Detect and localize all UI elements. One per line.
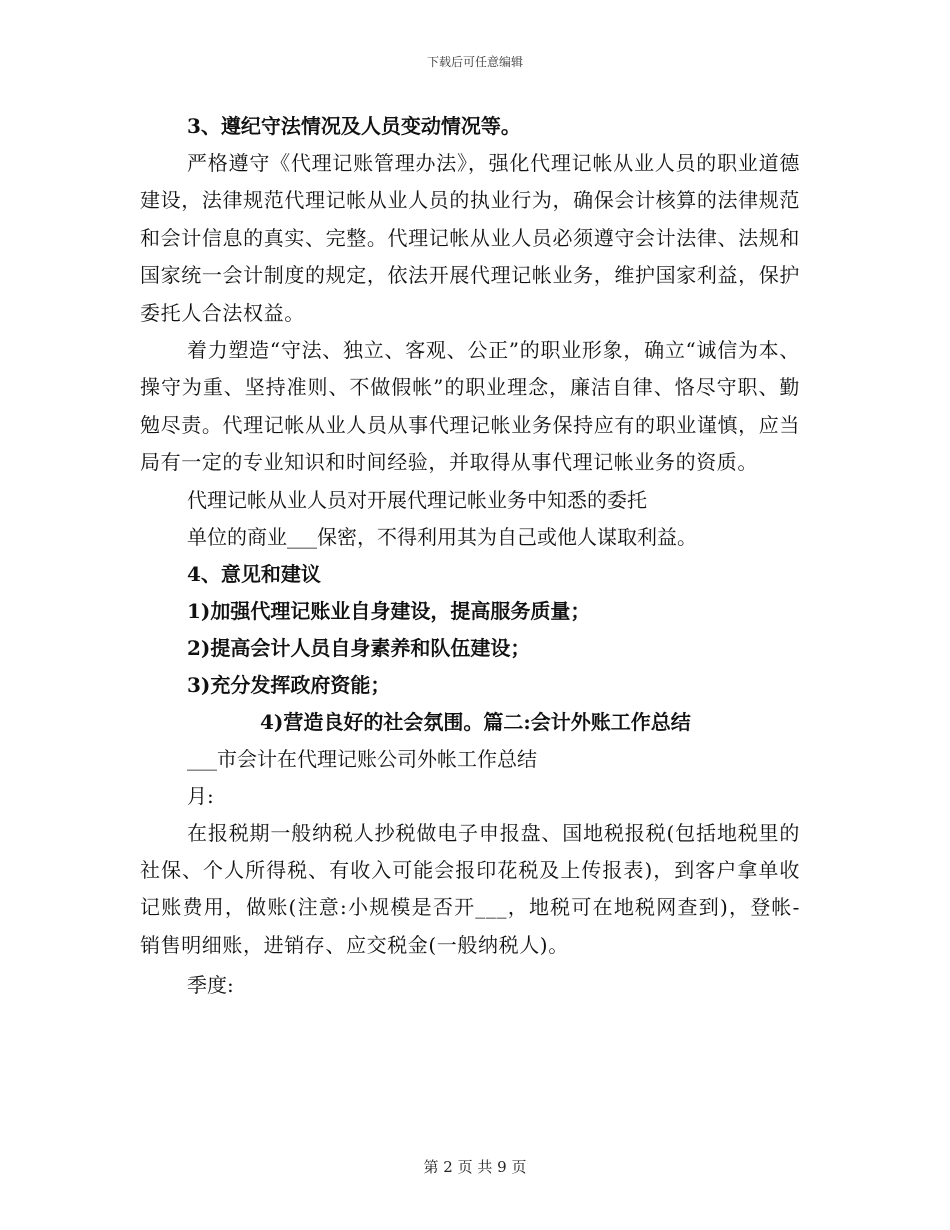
paragraph-professional-image: 着力塑造“守法、独立、客观、公正”的职业形象，确立“诚信为本、操守为重、坚持准则、不做假帐”的职业理念，廉洁自律、恪尽守职、勤勉尽责。代理记帐从业人员从事代理记帐业务保持应有的职业谨慎，应当局有一定的专业知识和时间经验，并取得从事代理记帐业务的资质。 [140,338,800,475]
suggestion-item-4-and-part-2-title: 4)营造良好的社会氛围。篇二:会计外账工作总结 [260,709,691,734]
page-number: 第 2 页 共 9 页 [423,1158,527,1176]
suggestion-item-1: 1)加强代理记账业自身建设，提高服务质量； [187,598,591,623]
section-4-title: 4、意见和建议 [187,561,321,586]
suggestion-item-2: 2)提高会计人员自身素养和队伍建设； [187,635,531,660]
paragraph-confidentiality-line-1: 代理记帐从业人员对开展代理记帐业务中知悉的委托 [187,487,647,512]
paragraph-monthly-tasks: 在报税期一般纳税人抄税做电子申报盘、国地税报税(包括地税里的社保、个人所得税、有收入可能会报印花税及上传报表)，到客户拿单收记账费用，做账(注意:小规模是否开___，地税可在地税网查到)，登帐-销售明细账，进销存、应交税金(一般纳税人)。 [140,820,800,957]
page-header-note: 下载后可任意编辑 [426,55,523,69]
paragraph-confidentiality-line-2: 单位的商业___保密，不得利用其为自己或他人谋取利益。 [187,524,697,549]
quarterly-label: 季度: [187,973,234,998]
section-3-title: 3、遵纪守法情况及人员变动情况等。 [187,114,521,138]
paragraph-compliance: 严格遵守《代理记账管理办法》，强化代理记帐从业人员的职业道德建设，法律规范代理记帐从业人员的执业行为，确保会计核算的法律规范和会计信息的真实、完整。代理记帐从业人员必须遵守会计法律、法规和国家统一会计制度的规定，依法开展代理记帐业务，维护国家利益，保护委托人合法权益。 [140,151,800,325]
summary-title-line: ___市会计在代理记账公司外帐工作总结 [187,746,537,771]
monthly-label: 月: [187,783,214,808]
suggestion-item-3: 3)充分发挥政府资能； [187,672,391,697]
document-body [140,108,800,1004]
